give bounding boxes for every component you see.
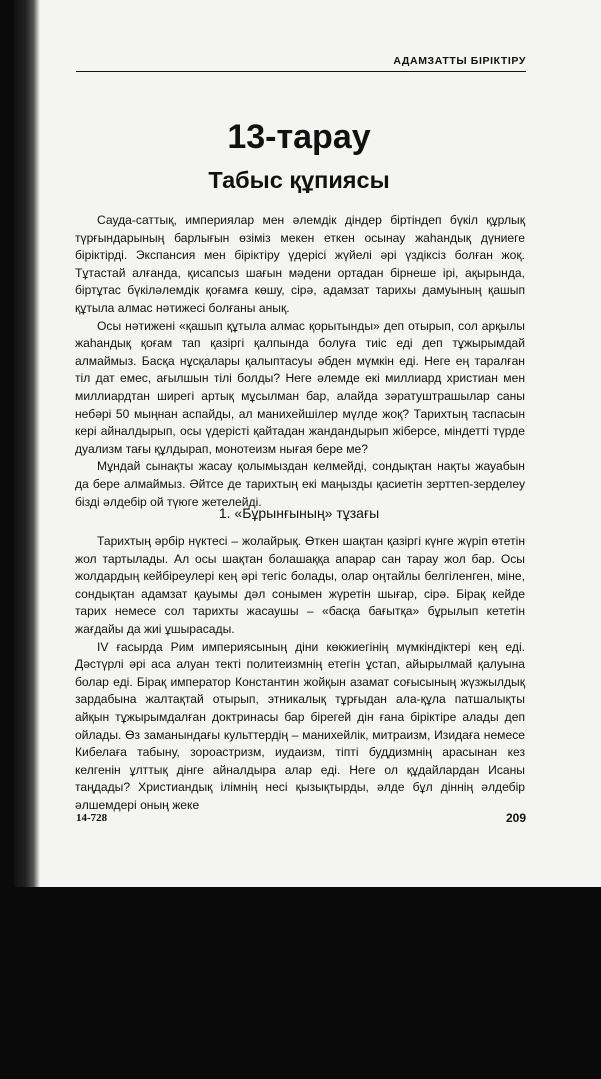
- section-body: [75, 533, 525, 815]
- running-header-text: АДАМЗАТТЫ БІРІКТІРУ: [393, 55, 526, 67]
- page-spine-shadow: [14, 0, 40, 887]
- chapter-title: Табыс құпиясы: [208, 167, 390, 193]
- chapter-intro: [75, 212, 525, 511]
- paragraph: IV ғасырда Рим империясының діни көкжиегінің мүмкіндіктері кең еді. Дәстүрлі әрі аса алуан текті политеизмнің етегін ұстап, айырылмай қалуына болар еді. Бірақ император Константин жойқын азамат соғысының жүзжылдық зардабына жалтақтай отырып, этникалық тұрғыдан ала-құла патшалықты айқын тұжырымдалған доктринасы бар бірегей дін ғана біріктіре алады деп ойлады. Өз заманындағы культтердің – манихейлік, митраизм, Изидаға немесе Кибелаға табыну, зороастризм, иудаизм, тіпті буддизмнің арасынан кез келгенін ұлттық дінге айналдыра алар еді. Неге ол құдайлардан Исаны таңдады? Христиандық ілімнің несі қызықтырды, әлде бұл діннің әлдебір әлшемдері оның жеке: [75, 639, 525, 812]
- paragraph: Осы нәтижені «қашып құтыла алмас қорытынды» деп отырып, сол арқылы жаһандық қоғам тап қазіргі қалпында болуға тиіс еді деп тұжырымдай алмаймыз. Басқа нұсқалары қалыптасуы әбден мүмкін еді. Неге ең таралған тіл дат емес, ағылшын тілі болды? Неге әлемде екі миллиард христиан мен миллиардтан ширегі артық мұсылман бар, алайда зәратуштрашылар саны небәрі 50 мыңнан аспайды, ал манихейшілер мүлде жоқ? Тарихтың таспасын кері айналдырып, осы үдерісті қайтадан жандандырып жіберсе, міндетті түрде дуализм тағы құлдырап, монотеизм нығая бере ме?: [75, 318, 525, 456]
- paragraph: Тарихтың әрбір нүктесі – жолайрық. Өткен шақтан қазіргі күнге жүріп өтетін жол тартылады. Ал осы шақтан болашаққа апарар сан тарау жол бар. Осы жолдардың кейбіреулері кең әрі тегіс болады, олар оңтайлы белгіленген, міне, сондықтан адамзат қауымы дәл сонымен жүретін шығар, сірә. Бірақ кейде тарих немесе сол тарихты жасаушы – «басқа бағытқа» бұрылып кететін жағдайы да жиі ұшырасады.: [75, 534, 525, 636]
- running-header: [76, 47, 526, 72]
- book-page: [14, 0, 601, 887]
- printer-signature: 14-728: [76, 812, 108, 824]
- page-number: 209: [506, 811, 527, 825]
- paragraph: Сауда-саттық, империялар мен әлемдік діндер біртіндеп бүкіл құрлық түрғындарының барлығын өзіміз мекен еткен осынау жаһандық дүниеге біріктірді. Экспансия мен біріктіру үдерісі жүйелі әрі үздіксіз болған жоқ. Тұтастай алғанда, қисапсыз шағын мәдени ортадан бірнеше ірі, ақырында, біртұтас бүкіләлемдік қоғамға көшу, сірә, адамзат тарихы дамуының қашып құтыла алмас нәтижесі болғаны анық.: [75, 213, 525, 315]
- chapter-number: 13-тарау: [227, 118, 371, 156]
- section-title: 1. «Бұрынғының» тұзағы: [218, 505, 380, 521]
- paragraph: Мұндай сынақты жасау қолымыздан келмейді, сондықтан нақты жауабын да бере алмаймыз. Әйтсе де тарихтың екі маңызды қасиетін зерттеп-зерделеу бізді әлдебір ой түюге жетелейді.: [75, 459, 525, 509]
